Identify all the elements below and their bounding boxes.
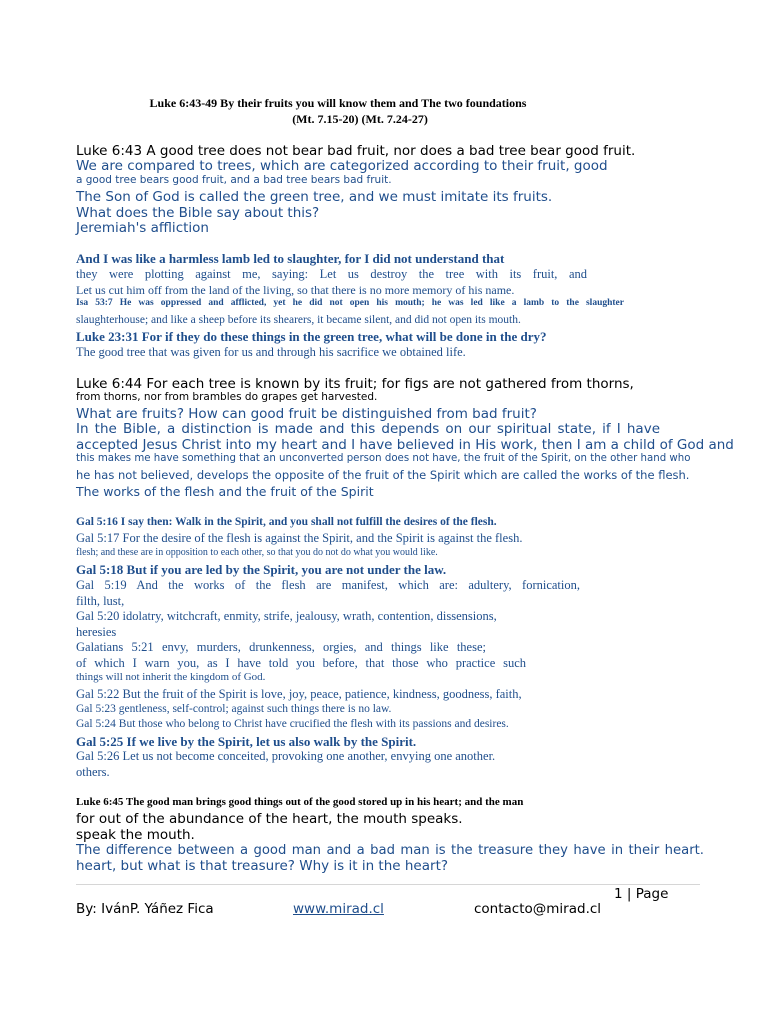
text-line: he has not believed, develops the opposite of the fruit of the Spirit which are called the works of the flesh. (76, 468, 690, 482)
text-line: What does the Bible say about this? (76, 205, 320, 221)
text-line: of which I warn you, as I have told you before, that those who practice such (76, 656, 526, 670)
text-line: heart, but what is that treasure? Why is it in the heart? (76, 858, 449, 874)
verse-gal-5-16: Gal 5:16 I say then: Walk in the Spirit, and you shall not fulfill the desires of the flesh. (76, 516, 497, 528)
verse-gal-5-25: Gal 5:25 If we live by the Spirit, let us also walk by the Spirit. (76, 734, 417, 749)
text-line: Gal 5:24 But those who belong to Christ have crucified the flesh with its passions and desires. (76, 718, 509, 730)
text-line: Galatians 5:21 envy, murders, drunkenness, orgies, and things like these; (76, 640, 486, 654)
text-line: Gal 5:20 idolatry, witchcraft, enmity, strife, jealousy, wrath, contention, dissensions, (76, 609, 497, 623)
text-line: Gal 5:19 And the works of the flesh are manifest, which are: adultery, fornication, (76, 578, 580, 592)
text-line: heresies (76, 625, 117, 639)
footer-website-link[interactable]: www.mirad.cl (293, 901, 384, 917)
text-line: from thorns, nor from brambles do grapes get harvested. (76, 391, 378, 403)
verse-luke-6-44: Luke 6:44 For each tree is known by its fruit; for figs are not gathered from thorns, (76, 376, 634, 392)
text-line: And I was like a harmless lamb led to slaughter, for I did not understand that (76, 251, 505, 266)
text-line: accepted Jesus Christ into my heart and I have believed in His work, then I am a child of God and (76, 437, 734, 453)
text-line: Jeremiah's affliction (76, 220, 209, 236)
verse-luke-6-43: Luke 6:43 A good tree does not bear bad fruit, nor does a bad tree bear good fruit. (76, 143, 636, 159)
text-line: Gal 5:23 gentleness, self-control; against such things there is no law. (76, 703, 392, 715)
text-line: flesh; and these are in opposition to each other, so that you do not do what you would like. (76, 547, 438, 558)
verse-gal-5-18: Gal 5:18 But if you are led by the Spirit, you are not under the law. (76, 562, 447, 577)
text-line: The difference between a good man and a bad man is the treasure they have in their heart. (76, 843, 704, 858)
footer-email: contacto@mirad.cl (474, 901, 602, 917)
text-line: We are compared to trees, which are categorized according to their fruit, good (76, 158, 608, 174)
text-line: this makes me have something that an unconverted person does not have, the fruit of the Spirit, on the other hand who (76, 453, 691, 464)
text-line: others. (76, 765, 110, 779)
text-line: things will not inherit the kingdom of God. (76, 671, 266, 683)
text-line: What are fruits? How can good fruit be distinguished from bad fruit? (76, 406, 537, 422)
text-line: for out of the abundance of the heart, the mouth speaks. (76, 811, 463, 827)
text-line: filth, lust, (76, 594, 125, 608)
footer-divider (76, 884, 700, 885)
document-title: Luke 6:43-49 By their fruits you will know them and The two foundations (149, 96, 527, 110)
text-line: Let us cut him off from the land of the living, so that there is no more memory of his name. (76, 283, 515, 297)
text-line: The good tree that was given for us and through his sacrifice we obtained life. (76, 345, 466, 359)
text-line: they were plotting against me, saying: Let us destroy the tree with its fruit, and (76, 267, 587, 281)
text-line: Gal 5:26 Let us not become conceited, provoking one another, envying one another. (76, 749, 496, 763)
text-line: Gal 5:22 But the fruit of the Spirit is love, joy, peace, patience, kindness, goodness, faith, (76, 687, 522, 701)
text-line: Isa 53:7 He was oppressed and afflicted, yet he did not open his mouth; he was led like a lamb to the slaughter (76, 298, 624, 308)
text-line: speak the mouth. (76, 827, 195, 843)
verse-luke-23-31: Luke 23:31 For if they do these things in the green tree, what will be done in the dry? (76, 329, 547, 344)
footer-author: By: IvánP. Yáñez Fica (76, 901, 214, 917)
verse-luke-6-45: Luke 6:45 The good man brings good things out of the good stored up in his heart; and the man (76, 796, 524, 808)
document-refs: (Mt. 7.15-20) (Mt. 7.24-27) (292, 112, 428, 126)
text-line: slaughterhouse; and like a sheep before its shearers, it became silent, and did not open its mouth. (76, 314, 521, 326)
text-line: In the Bible, a distinction is made and this depends on our spiritual state, if I have (76, 421, 660, 437)
text-line: a good tree bears good fruit, and a bad tree bears bad fruit. (76, 174, 392, 186)
text-line: The works of the flesh and the fruit of the Spirit (76, 484, 374, 499)
text-line: The Son of God is called the green tree, and we must imitate its fruits. (76, 189, 553, 205)
text-line: Gal 5:17 For the desire of the flesh is against the Spirit, and the Spirit is against the flesh. (76, 531, 523, 545)
page-number: 1 | Page (614, 886, 669, 902)
